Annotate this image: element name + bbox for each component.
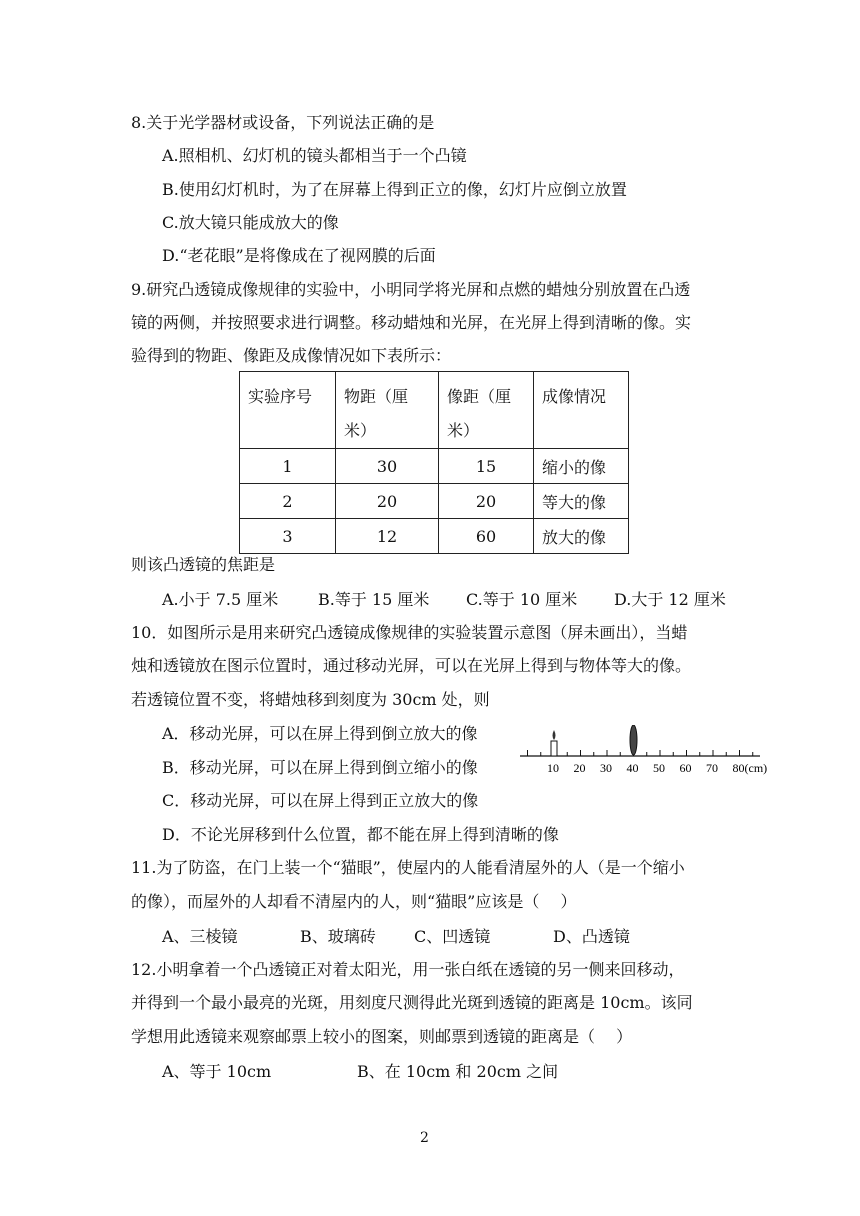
candle-icon [551,730,557,756]
q8-stem: 8.关于光学器材或设备，下列说法正确的是 [131,113,435,132]
header-object-distance: 物距（厘米） [336,372,439,449]
lens-shape [630,725,637,755]
cell-image-distance: 60 [439,519,534,554]
q9-stem-line-1: 9.研究凸透镜成像规律的实验中，小明同学将光屏和点燃的蜡烛分别放置在凸透 [131,280,691,299]
q11-option-c: C、凹透镜 [414,927,491,946]
bench-tick-label: 20 [573,761,586,775]
q11-option-b: B、玻璃砖 [300,927,376,946]
convex-lens-icon [630,725,637,755]
bench-tick-label: 40 [626,761,639,775]
q12-stem-line-1: 12.小明拿着一个凸透镜正对着太阳光，用一张白纸在透镜的另一侧来回移动， [131,960,685,979]
q9-data-table [239,371,629,554]
table-row [240,449,629,484]
cell-image-nature: 放大的像 [534,519,629,554]
q12-option-b: B、在 10cm 和 20cm 之间 [357,1062,559,1081]
cell-image-distance: 15 [439,449,534,484]
q10-option-d: D．不论光屏移到什么位置，都不能在屏上得到清晰的像 [162,825,559,844]
q9-stem-line-3: 验得到的物距、像距及成像情况如下表所示： [131,346,452,365]
candle-body [551,741,557,756]
optical-bench-diagram [518,725,788,785]
q10-stem-line-2: 烛和透镜放在图示位置时，通过移动光屏，可以在光屏上得到与物体等大的像。 [131,656,692,675]
header-trial-number: 实验序号 [240,372,336,449]
bench-tick-labels [547,761,767,775]
header-image-nature: 成像情况 [534,372,629,449]
cell-trial: 1 [240,449,336,484]
table-header-row [240,372,629,449]
cell-trial: 2 [240,484,336,519]
bench-tick-label: 50 [653,761,665,775]
cell-image-distance: 20 [439,484,534,519]
q10-option-c: C．移动光屏，可以在屏上得到正立放大的像 [162,791,479,810]
cell-object-distance: 20 [336,484,439,519]
bench-tick-label: 80(cm) [732,761,768,775]
q10-stem-line-1: 10．如图所示是用来研究凸透镜成像规律的实验装置示意图（屏未画出），当蜡 [131,623,688,642]
q9-after-table: 则该凸透镜的焦距是 [131,555,276,574]
cell-image-nature: 缩小的像 [534,449,629,484]
q11-stem-line-1: 11.为了防盗，在门上装一个“猫眼”，使屋内的人能看清屋外的人（是一个缩小 [131,858,685,877]
bench-tick-label: 30 [600,761,612,775]
q8-option-b: B.使用幻灯机时，为了在屏幕上得到正立的像，幻灯片应倒立放置 [162,180,627,199]
q10-option-b: B．移动光屏，可以在屏上得到倒立缩小的像 [162,758,478,777]
bench-tick-label: 10 [547,761,559,775]
q8-option-c: C.放大镜只能成放大的像 [162,213,339,232]
cell-object-distance: 30 [336,449,439,484]
q9-option-a: A.小于 7.5 厘米 [162,590,279,609]
q11-option-d: D、凸透镜 [553,927,630,946]
q10-stem-line-3: 若透镜位置不变，将蜡烛移到刻度为 30cm 处，则 [131,690,490,709]
cell-object-distance: 12 [336,519,439,554]
q12-option-a: A、等于 10cm [162,1062,272,1081]
bench-tick-marks [528,750,753,756]
page-number: 2 [420,1130,429,1146]
q8-option-a: A.照相机、幻灯机的镜头都相当于一个凸镜 [162,146,467,165]
q12-stem-line-2: 并得到一个最小最亮的光斑，用刻度尺测得此光斑到透镜的距离是 10cm。该同 [131,993,693,1012]
q11-option-a: A、三棱镜 [162,927,238,946]
q8-option-d: D.“老花眼”是将像成在了视网膜的后面 [162,246,436,265]
q9-stem-line-2: 镜的两侧，并按照要求进行调整。移动蜡烛和光屏，在光屏上得到清晰的像。实 [131,313,692,332]
header-image-distance: 像距（厘米） [439,372,534,449]
bench-tick-label: 70 [706,761,718,775]
table-row [240,484,629,519]
cell-image-nature: 等大的像 [534,484,629,519]
q9-option-b: B.等于 15 厘米 [318,590,430,609]
bench-tick-label: 60 [679,761,692,775]
q12-stem-line-3: 学想用此透镜来观察邮票上较小的图案，则邮票到透镜的距离是（ ） [131,1027,633,1046]
q9-option-d: D.大于 12 厘米 [614,590,726,609]
q9-option-c: C.等于 10 厘米 [466,590,578,609]
q11-stem-line-2: 的像），而屋外的人却看不清屋内的人，则“猫眼”应该是（ ） [131,892,577,911]
candle-flame [553,730,556,740]
table-row [240,519,629,554]
q10-option-a: A．移动光屏，可以在屏上得到倒立放大的像 [162,724,478,743]
cell-trial: 3 [240,519,336,554]
